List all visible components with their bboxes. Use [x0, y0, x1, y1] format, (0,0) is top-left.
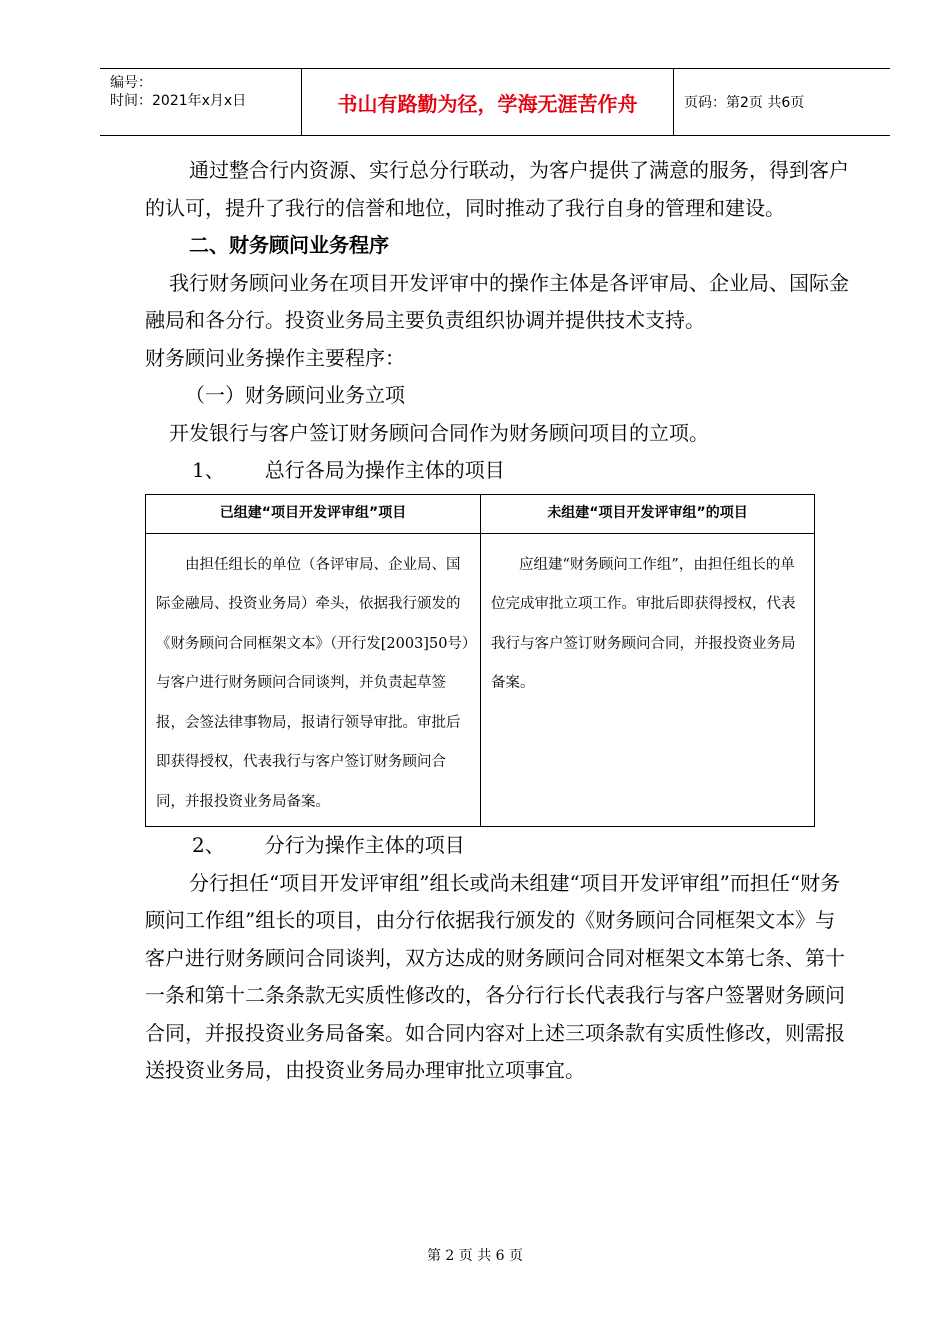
- section-heading: 二、财务顾问业务程序: [189, 233, 389, 257]
- table-cell-2: 应组建“财务顾问工作组”，由担任组长的单位完成审批立项工作。审批后即获得授权，代表我行与客户签订财务顾问合同，并报投资业务局备案。: [491, 556, 796, 691]
- paragraph-3: 财务顾问业务操作主要程序：: [145, 345, 405, 370]
- list-item-1-number: 1、: [192, 458, 225, 482]
- header-motto: 书山有路勤为径，学海无涯苦作舟: [302, 69, 674, 135]
- paragraph-5: 分行担任“项目开发评审组”组长或尚未组建“项目开发评审组”而担任“财务顾问工作组”组长的项目，由分行依据我行颁发的《财务顾问合同框架文本》与客户进行财务顾问合同谈判，双方达成的财务顾问合同对框架文本第七条、第十一条和第十二条条款无实质性修改的，各分行行长代表我行与客户签署财务顾问合同，并报投资业务局备案。如合同内容对上述三项条款有实质性修改，则需报送投资业务局，由投资业务局办理审批立项事宜。: [145, 870, 845, 1082]
- header-meta: [100, 69, 302, 135]
- time-label: 时间：2021年x月x日: [110, 93, 247, 109]
- list-item-2: [145, 827, 850, 865]
- header-page-label: 页码：第2页 共6页: [684, 95, 805, 111]
- list-item-2-number: 2、: [192, 833, 225, 857]
- paragraph-2: 我行财务顾问业务在项目开发评审中的操作主体是各评审局、企业局、国际金融局和各分行。投资业务局主要负责组织协调并提供技术支持。: [145, 270, 849, 332]
- list-item-1-text: 总行各局为操作主体的项目: [264, 458, 505, 482]
- paragraph-1: 通过整合行内资源、实行总分行联动，为客户提供了满意的服务，得到客户的认可，提升了我行的信誉和地位，同时推动了我行自身的管理和建设。: [145, 158, 849, 220]
- list-item-1: [145, 452, 850, 490]
- page-header: [100, 68, 890, 136]
- table-cell-1: 由担任组长的单位（各评审局、企业局、国际金融局、投资业务局）牵头，依据我行颁发的《财务顾问合同框架文本》（开行发[2003]50号）与客户进行财务顾问合同谈判，并负责起草签报，会签法律事物局，报请行领导审批。审批后即获得授权，代表我行与客户签订财务顾问合同，并报投资业务局备案。: [146, 534, 481, 827]
- procedure-table: [145, 494, 815, 828]
- paragraph-4: 开发银行与客户签订财务顾问合同作为财务顾问项目的立项。: [169, 420, 709, 445]
- table-header-2: 未组建“项目开发评审组”的项目: [481, 495, 814, 534]
- table-header-1: 已组建“项目开发评审组”项目: [146, 495, 481, 534]
- page-footer: 第 2 页 共 6 页: [426, 1248, 524, 1264]
- number-label: 编号：: [110, 75, 152, 91]
- document-body: [145, 152, 850, 1090]
- list-item-2-text: 分行为操作主体的项目: [264, 833, 465, 857]
- subsection-heading: （一）财务顾问业务立项: [185, 383, 405, 407]
